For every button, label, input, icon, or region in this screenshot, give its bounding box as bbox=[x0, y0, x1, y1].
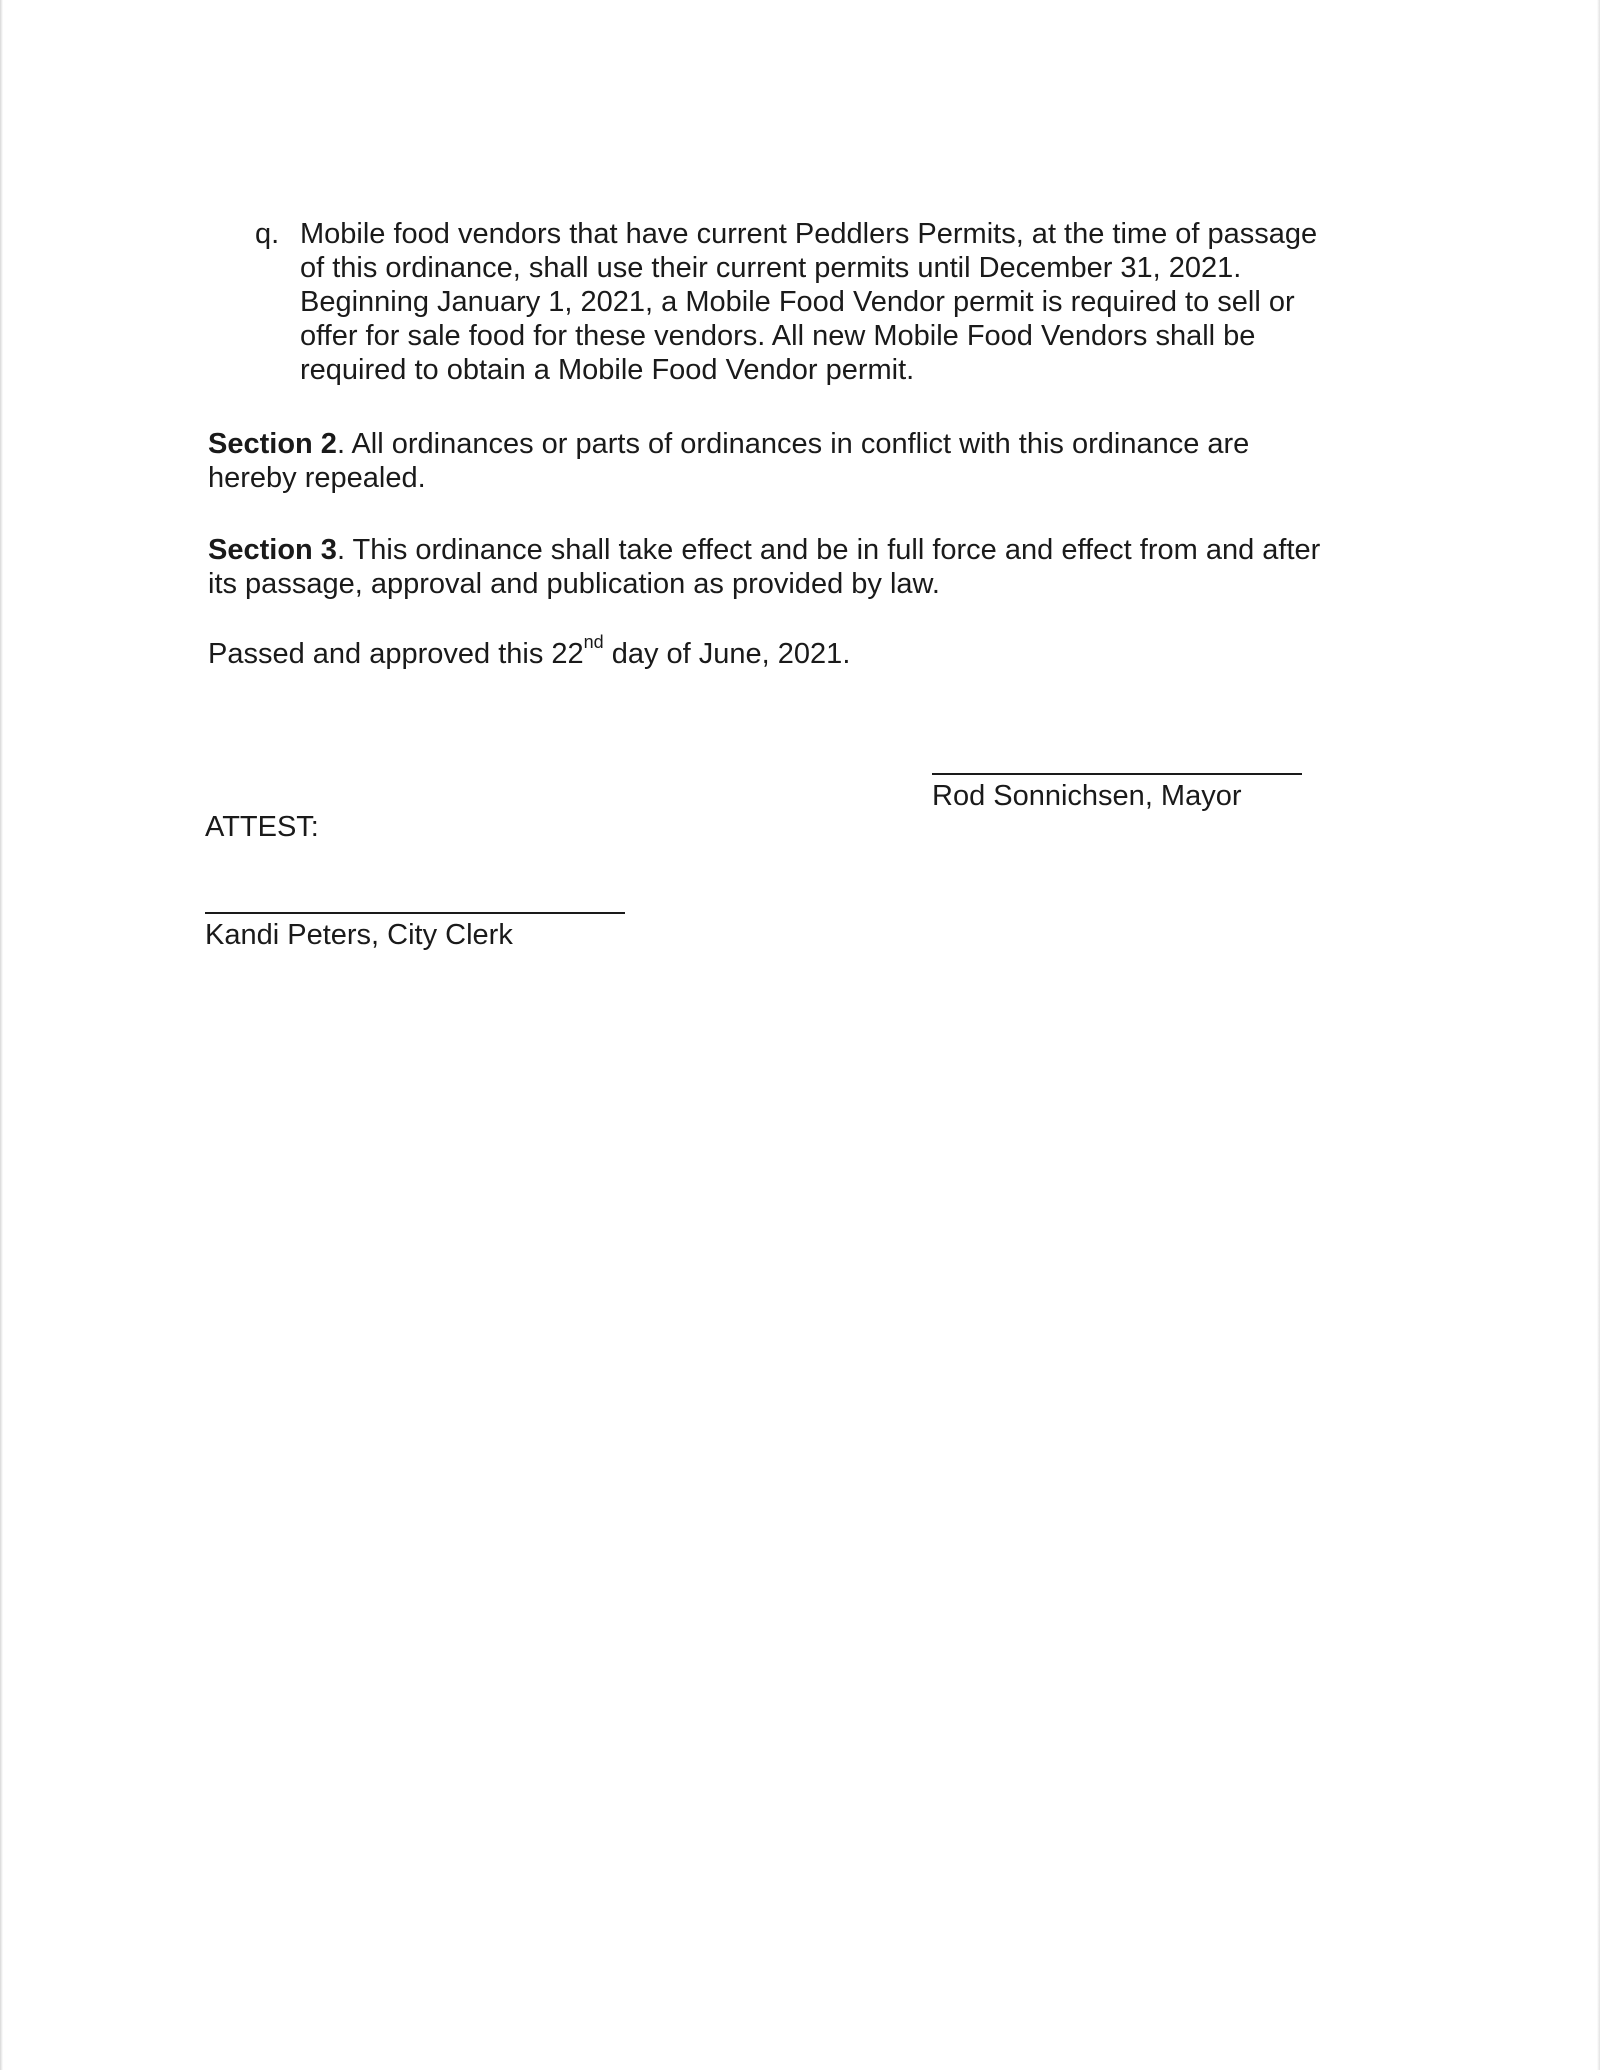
list-item-marker: q. bbox=[255, 218, 280, 250]
section-3-label: Section 3 bbox=[208, 534, 337, 566]
item-q-line-2: of this ordinance, shall use their current permits until December 31, 2021. bbox=[300, 252, 1242, 284]
item-q-line-5: required to obtain a Mobile Food Vendor permit. bbox=[300, 354, 915, 386]
item-q-line-3: Beginning January 1, 2021, a Mobile Food Vendor permit is required to sell or bbox=[300, 286, 1295, 318]
item-q-line-4: offer for sale food for these vendors. All new Mobile Food Vendors shall be bbox=[300, 320, 1256, 352]
list-item-text bbox=[300, 217, 1400, 387]
section-2-text-1: . All ordinances or parts of ordinances in conflict with this ordinance are bbox=[336, 428, 1250, 460]
passed-suffix: day of June, 2021. bbox=[603, 638, 851, 670]
clerk-name: Kandi Peters, City Clerk bbox=[205, 919, 513, 951]
item-q-line-1: Mobile food vendors that have current Peddlers Permits, at the time of passage bbox=[300, 218, 1318, 250]
section-2-line-2: hereby repealed. bbox=[208, 462, 426, 494]
section-3-text-1: . This ordinance shall take effect and be in full force and effect from and after bbox=[336, 534, 1321, 566]
passed-prefix: Passed and approved this 22 bbox=[208, 638, 584, 670]
mayor-name: Rod Sonnichsen, Mayor bbox=[932, 780, 1242, 812]
mayor-signature-line bbox=[932, 773, 1302, 775]
section-3-line-1 bbox=[208, 533, 1408, 567]
passed-approved-text bbox=[208, 632, 1408, 671]
section-3-paragraph bbox=[208, 533, 1408, 601]
section-3-line-2: its passage, approval and publication as provided by law. bbox=[208, 568, 940, 600]
passed-approved-line bbox=[208, 632, 1408, 671]
section-2-line-1 bbox=[208, 427, 1408, 461]
section-2-label: Section 2 bbox=[208, 428, 337, 460]
attest-label: ATTEST: bbox=[205, 811, 319, 843]
clerk-signature-line bbox=[205, 912, 625, 914]
section-2-paragraph bbox=[208, 427, 1408, 495]
ordinal-suffix: nd bbox=[583, 632, 604, 653]
scan-edge-left bbox=[0, 0, 3, 2070]
